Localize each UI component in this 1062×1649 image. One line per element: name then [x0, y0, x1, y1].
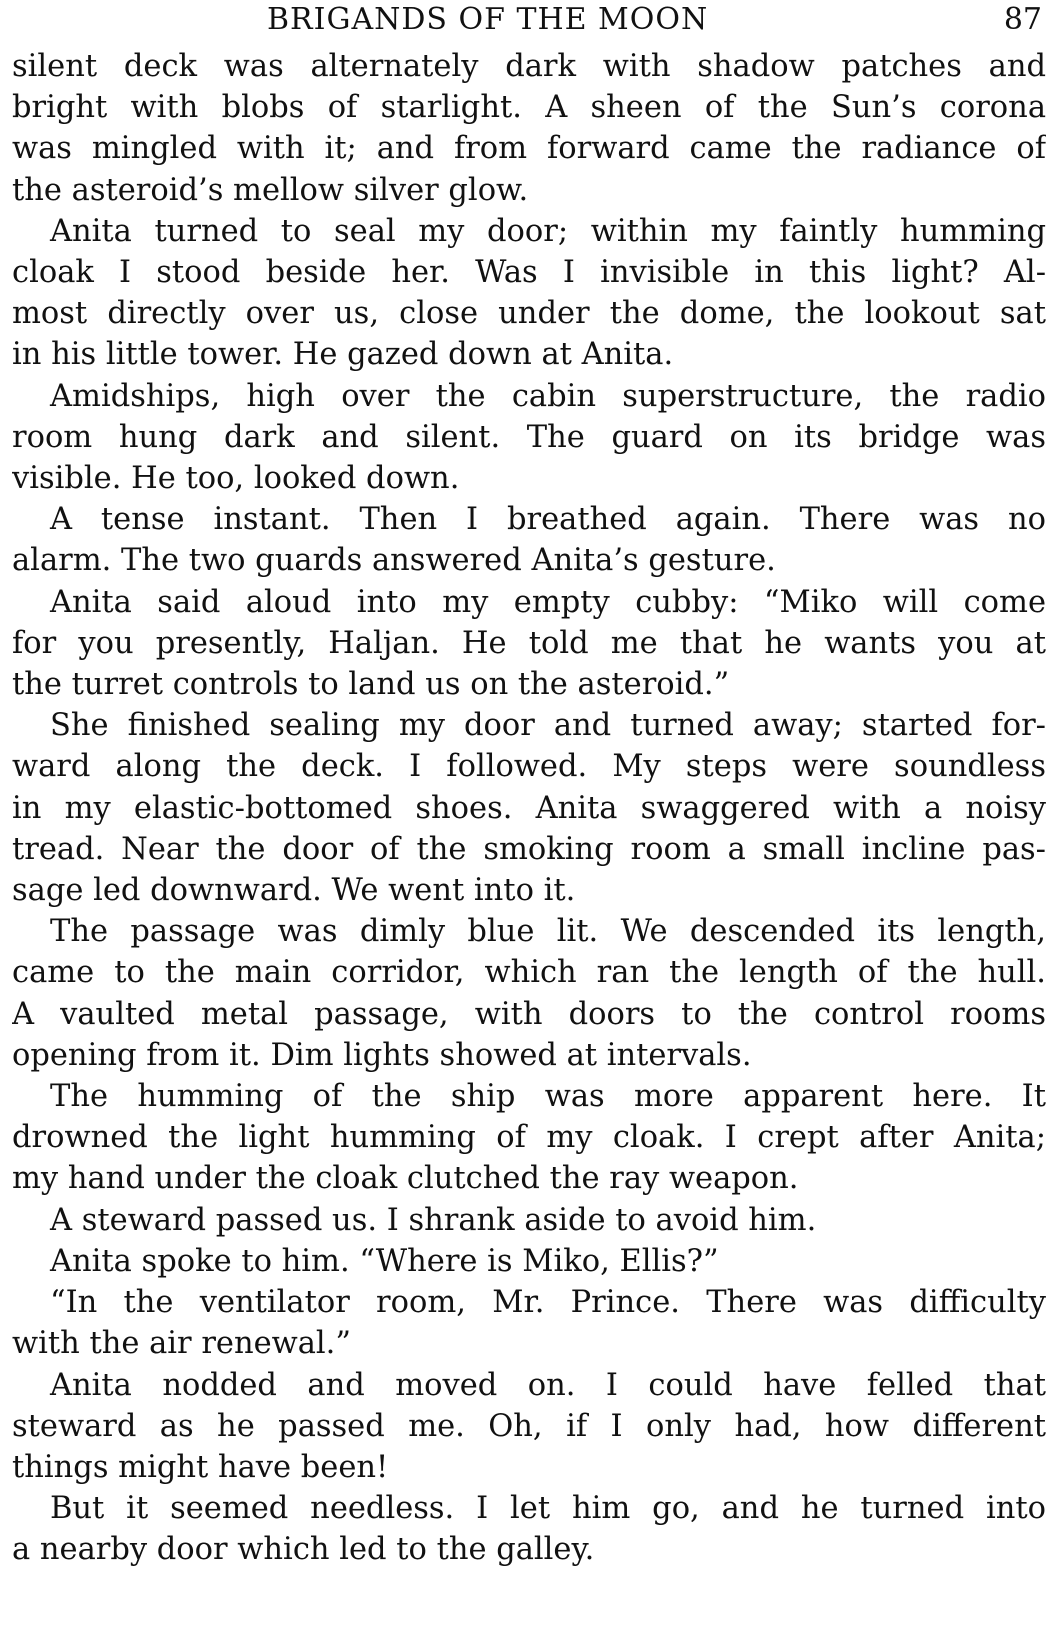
paragraph — [12, 1076, 1046, 1200]
paragraph — [12, 1282, 1046, 1364]
text-line: visible. He too, looked down. — [12, 461, 460, 497]
text-line: the asteroid’s mellow silver glow. — [12, 172, 529, 208]
text-line: room hung dark and silent. The guard on its bridge was — [12, 419, 1046, 455]
text-line: things might have been! — [12, 1449, 389, 1485]
text-line: with the air renewal.” — [12, 1326, 351, 1362]
paragraph — [12, 1365, 1046, 1489]
text-line: A steward passed us. I shrank aside to avoid him. — [50, 1202, 817, 1238]
paragraph — [12, 705, 1046, 911]
text-line: a nearby door which led to the galley. — [12, 1532, 595, 1568]
text-line: sage led downward. We went into it. — [12, 873, 576, 909]
page-number: 87 — [1003, 2, 1042, 37]
text-line: But it seemed needless. I let him go, and he turned into — [50, 1491, 1046, 1527]
text-line: silent deck was alternately dark with shadow patches and — [12, 49, 1046, 84]
text-line: for you presently, Haljan. He told me that he wants you at — [12, 625, 1046, 661]
text-line: A vaulted metal passage, with doors to the control rooms — [12, 996, 1046, 1032]
book-page — [12, 0, 1046, 1571]
text-line: She finished sealing my door and turned away; started for- — [50, 708, 1046, 744]
paragraph — [12, 376, 1046, 500]
text-line: “In the ventilator room, Mr. Prince. There was difficulty — [50, 1285, 1046, 1321]
text-line: my hand under the cloak clutched the ray weapon. — [12, 1161, 799, 1197]
text-line: ward along the deck. I followed. My steps were soundless — [12, 749, 1046, 785]
paragraph — [12, 1488, 1046, 1570]
text-line: the turret controls to land us on the asteroid.” — [12, 667, 730, 703]
running-head — [12, 0, 1046, 36]
text-line: Anita turned to seal my door; within my faintly humming — [50, 213, 1046, 249]
text-line: was mingled with it; and from forward came the radiance of — [12, 131, 1046, 167]
text-line: tread. Near the door of the smoking room a small incline pas- — [12, 831, 1046, 867]
text-line: Anita said aloud into my empty cubby: “Miko will come — [50, 584, 1046, 620]
paragraph — [12, 1200, 1046, 1241]
text-line: in his little tower. He gazed down at Anita. — [12, 337, 674, 373]
paragraph — [12, 46, 1046, 211]
text-line: Amidships, high over the cabin superstructure, the radio — [50, 378, 1046, 414]
paragraph — [12, 911, 1046, 1076]
body-text — [12, 46, 1046, 1571]
text-line: steward as he passed me. Oh, if I only had, how different — [12, 1408, 1046, 1444]
text-line: came to the main corridor, which ran the length of the hull. — [12, 955, 1046, 991]
text-line: cloak I stood beside her. Was I invisible in this light? Al- — [12, 255, 1046, 291]
text-line: The passage was dimly blue lit. We descended its length, — [50, 914, 1046, 950]
text-line: most directly over us, close under the dome, the lookout sat — [12, 296, 1046, 332]
paragraph — [12, 499, 1046, 581]
text-line: Anita spoke to him. “Where is Miko, Ellis?” — [50, 1243, 719, 1279]
text-line: alarm. The two guards answered Anita’s gesture. — [12, 543, 776, 579]
text-line: opening from it. Dim lights showed at intervals. — [12, 1037, 752, 1073]
text-line: The humming of the ship was more apparent here. It — [50, 1079, 1046, 1115]
text-line: bright with blobs of starlight. A sheen of the Sun’s corona — [12, 90, 1046, 126]
text-line: drowned the light humming of my cloak. I crept after Anita; — [12, 1120, 1046, 1156]
text-line: in my elastic-bottomed shoes. Anita swaggered with a noisy — [12, 790, 1046, 826]
text-line: Anita nodded and moved on. I could have felled that — [50, 1367, 1046, 1403]
paragraph — [12, 211, 1046, 376]
paragraph — [12, 1241, 1046, 1282]
text-line: A tense instant. Then I breathed again. There was no — [50, 502, 1046, 538]
running-title: BRIGANDS OF THE MOON — [267, 2, 709, 37]
paragraph — [12, 582, 1046, 706]
